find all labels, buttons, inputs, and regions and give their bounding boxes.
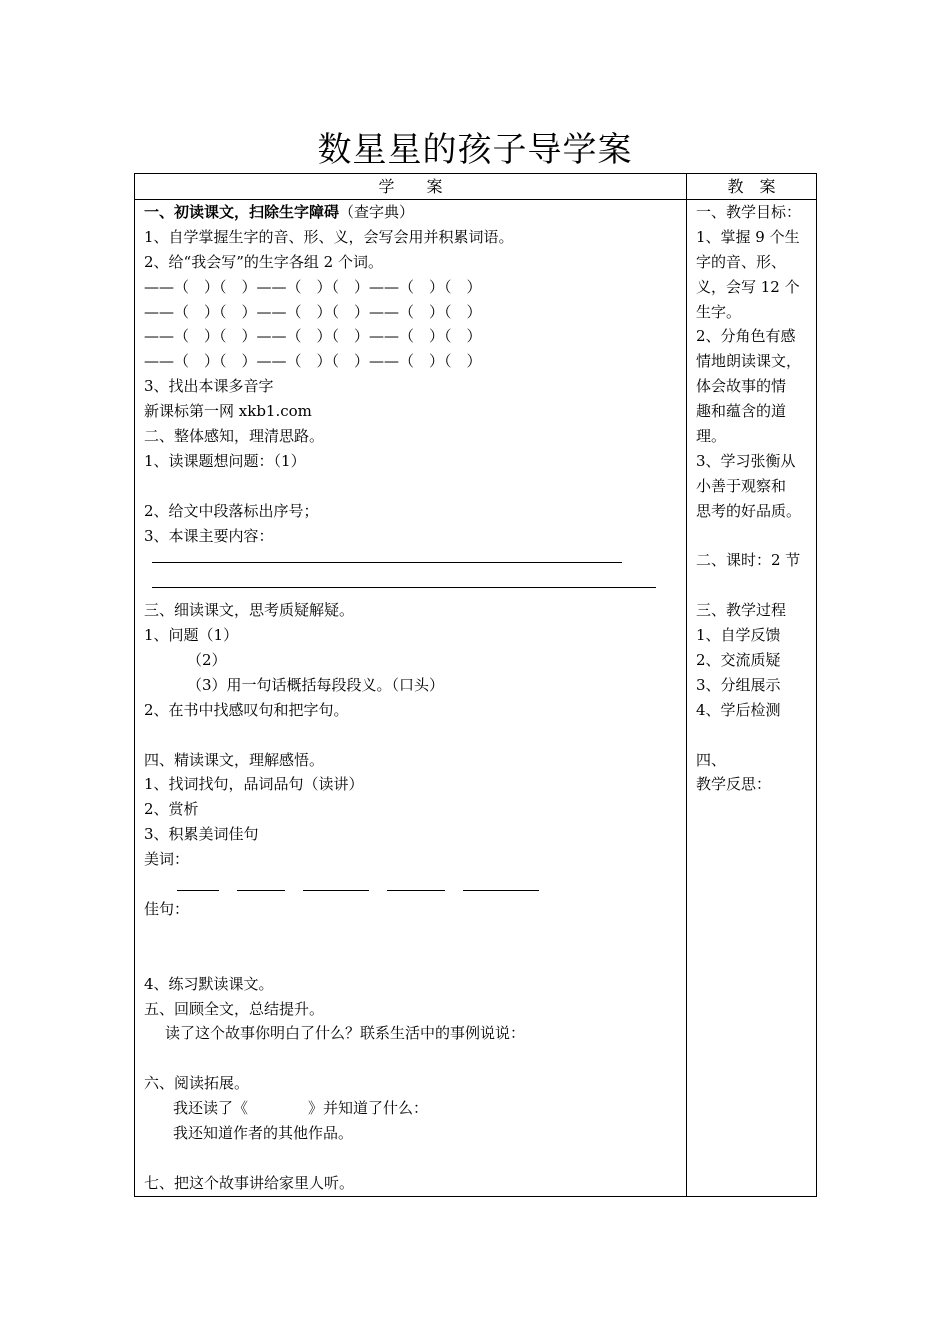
process-heading: 三、教学过程 [696,601,787,620]
text-line: 读了这个故事你明白了什么？联系生活中的事例说说： [165,1024,526,1043]
text-line: 1、自学反馈 [696,626,781,645]
section-4-heading: 四、精读课文，理解感悟。 [144,750,325,769]
text-line: 义，会写 12 个 [696,277,800,296]
lesson-plan-table [134,173,817,1197]
text-line: 1、找词找句，品词品句（读讲） [144,775,364,794]
text-line: 2、分角色有感 [696,327,796,346]
reflection-heading: 教学反思： [696,775,772,794]
answer-underline [135,548,686,573]
section-6-heading: 六、阅读拓展。 [144,1074,250,1093]
text-line: 字的音、形、 [696,252,787,271]
text-line: 4、练习默读课文。 [144,974,274,993]
text-line: 趣和蕴含的道 [696,402,787,421]
text-line: 1、掌握 9 个生 [696,227,800,246]
text-line: 3、学习张衡从 [696,451,796,470]
text-line: 美词： [144,850,190,869]
text-line: 4、学后检测 [696,700,781,719]
text-line: 1、问题（1） [144,626,239,645]
blank-line [135,1146,686,1171]
blank-line [135,474,686,499]
teacher-plan-column [687,200,817,1197]
text-line: 3、积累美词佳句 [144,825,259,844]
reflection-number: 四、 [696,750,727,769]
word-blanks-row: ——（ ）（ ）——（ ）（ ）——（ ）（ ） [144,352,482,371]
text-line: 理。 [696,427,727,446]
word-blanks-row: ——（ ）（ ）——（ ）（ ）——（ ）（ ） [144,277,482,296]
blank-line [135,922,686,947]
text-line: 我还知道作者的其他作品。 [173,1123,354,1142]
text-line: （2） [187,651,227,670]
text-line: 1、自学掌握生字的音、形、义，会写会用并积累词语。 [144,227,514,246]
blank-line [135,1046,686,1071]
page-title: 数星星的孩子导学案 [317,130,633,170]
text-line: 我还读了《 》并知道了什么： [173,1099,429,1118]
blank-line [135,947,686,972]
class-hours: 二、课时：2 节 [696,551,801,570]
student-plan-column [135,200,687,1197]
objectives-heading: 一、教学目标： [696,203,802,221]
text-line: 2、给文中段落标出序号； [144,501,319,520]
text-line: 1、读课题想问题：（1） [144,451,306,470]
teacher-plan-header: 教 案 [687,174,817,200]
section-3-heading: 三、细读课文，思考质疑解疑。 [144,601,355,620]
text-line: 小善于观察和 [696,476,787,495]
website-note: 新课标第一网 xkb1.com [144,402,312,421]
text-line: 3、分组展示 [696,675,781,694]
word-blanks-row: ——（ ）（ ）——（ ）（ ）——（ ）（ ） [144,302,482,321]
text-line: 情地朗读课文， [696,352,802,371]
text-line: 体会故事的情 [696,377,787,396]
text-line: 2、给“我会写”的生字各组 2 个词。 [144,252,383,271]
blank-line [135,723,686,748]
text-line: 2、在书中找感叹句和把字句。 [144,700,349,719]
blank-line [687,573,816,598]
blank-line [687,723,816,748]
section-7-heading: 七、把这个故事讲给家里人听。 [144,1173,355,1192]
text-line: 思考的好品质。 [696,501,802,520]
word-underlines [135,872,686,897]
section-2-heading: 二、整体感知，理清思路。 [144,427,325,446]
section-5-heading: 五、回顾全文，总结提升。 [144,999,325,1018]
student-plan-header: 学 案 [135,174,687,200]
text-line: 2、赏析 [144,800,199,819]
text-line: 3、找出本课多音字 [144,377,274,396]
text-line: 3、本课主要内容： [144,526,274,545]
word-blanks-row: ——（ ）（ ）——（ ）（ ）——（ ）（ ） [144,327,482,346]
section-1-heading: 一、初读课文，扫除生字障碍（查字典） [144,203,415,221]
text-line: （3）用一句话概括每段段义。（口头） [187,675,445,694]
blank-line [687,524,816,549]
text-line: 2、交流质疑 [696,651,781,670]
answer-underline [135,573,686,598]
text-line: 佳句： [144,899,190,918]
text-line: 生字。 [696,302,742,321]
